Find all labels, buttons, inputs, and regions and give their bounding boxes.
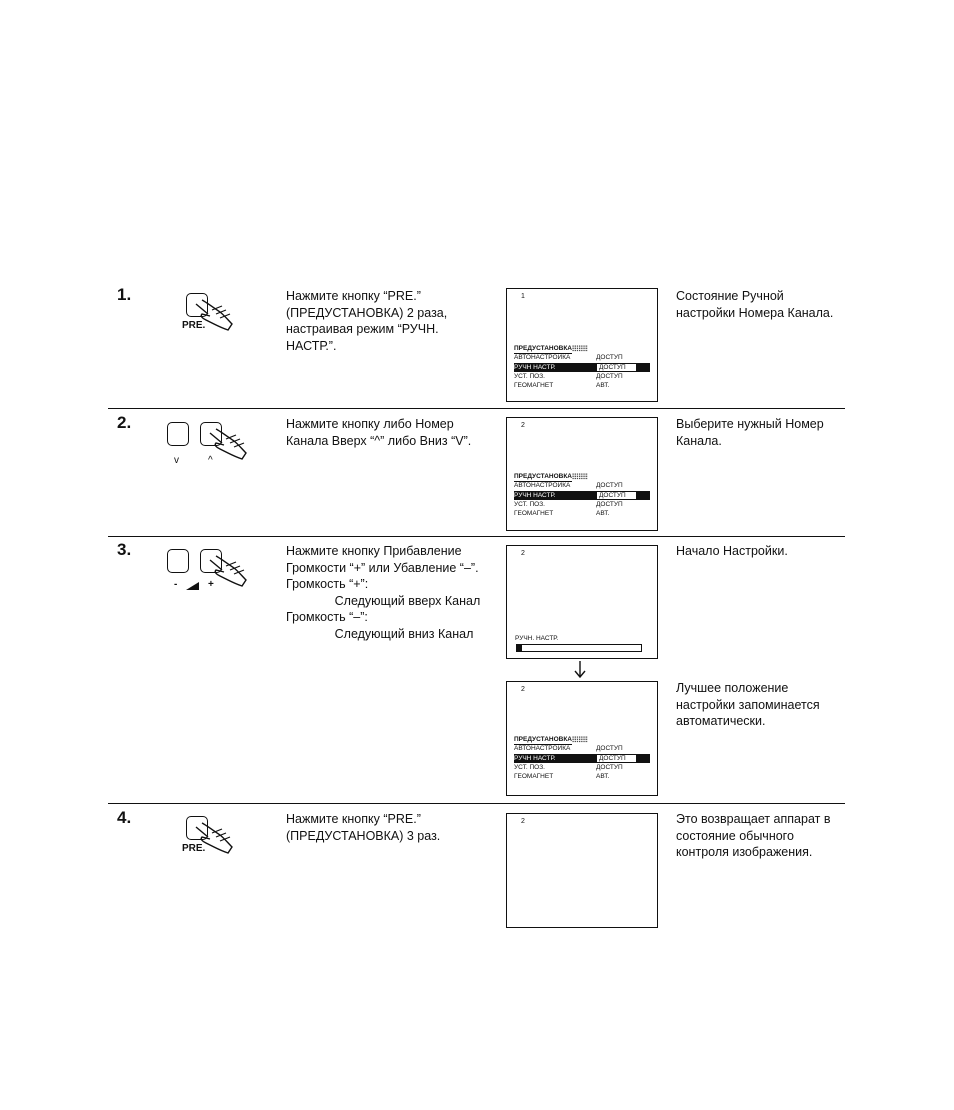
channel-number: 2: [521, 550, 525, 557]
preset-menu: [514, 735, 652, 781]
step-number: 3.: [117, 540, 132, 559]
menu-item-label: ГЕОМАГНЕТ: [514, 510, 554, 518]
menu-item-value: АВТ.: [596, 773, 610, 781]
step-note: Выберите нужный Номер Канала.: [676, 417, 824, 448]
menu-item-label: АВТОНАСТРОЙКА: [514, 354, 571, 362]
menu-item-label: РУЧН НАСТР.: [514, 363, 556, 371]
menu-item-label: УСТ. ПОЗ.: [514, 372, 545, 380]
tv-screen-result: [506, 681, 658, 796]
menu-item-label: РУЧН НАСТР.: [514, 754, 556, 762]
step-number: 2.: [117, 413, 132, 432]
menu-item-value: ДОСТУП: [596, 754, 637, 764]
menu-item-value: АВТ.: [596, 510, 610, 518]
menu-item-label: АВТОНАСТРОЙКА: [514, 482, 571, 490]
tv-screen: [506, 813, 658, 928]
menu-item-label: УСТ. ПОЗ.: [514, 763, 545, 771]
channel-down-label: v: [174, 455, 179, 466]
step-note: Это возвращает аппарат в состояние обычного контроля изображения.: [676, 812, 831, 859]
pre-button-label: PRE.: [182, 843, 206, 854]
step-divider: [108, 803, 845, 804]
tv-screen: [506, 417, 658, 531]
menu-item-label: АВТОНАСТРОЙКА: [514, 745, 571, 753]
tv-screen-tuning: [506, 545, 658, 659]
menu-item-value: ДОСТУП: [596, 363, 637, 373]
volume-down-label: -: [174, 579, 178, 590]
volume-down-button: [167, 549, 189, 573]
preset-menu: [514, 344, 652, 390]
tv-screen: [506, 288, 658, 402]
step-number: 1.: [117, 285, 132, 304]
channel-down-button: [167, 422, 189, 446]
step-divider: [108, 536, 845, 537]
menu-item-value: ДОСТУП: [596, 491, 637, 501]
channel-up-label: ^: [208, 455, 213, 466]
volume-up-label: +: [208, 579, 214, 590]
step-divider: [108, 408, 845, 409]
step-description: Нажмите кнопку “PRE.” (ПРЕДУСТАНОВКА) 3 раз.: [286, 812, 441, 843]
menu-item-value: ДОСТУП: [596, 372, 623, 380]
menu-item-value: ДОСТУП: [596, 482, 623, 490]
menu-item-selected: [514, 491, 646, 500]
preset-menu: [514, 472, 652, 518]
arrow-down-icon: [574, 661, 586, 679]
volume-ramp-icon: [186, 582, 200, 591]
menu-title: ПРЕДУСТАНОВКА: [514, 472, 572, 482]
menu-item-selected: [514, 363, 646, 372]
menu-title: ПРЕДУСТАНОВКА: [514, 735, 572, 745]
menu-item-value: ДОСТУП: [596, 745, 623, 753]
step-note: Начало Настройки.: [676, 544, 788, 558]
step-description: Нажмите кнопку “PRE.” (ПРЕДУСТАНОВКА) 2 раза, настраивая режим “РУЧН. НАСТР.”.: [286, 289, 448, 353]
channel-number: 2: [521, 686, 525, 693]
menu-item-label: ГЕОМАГНЕТ: [514, 382, 554, 390]
pre-button-label: PRE.: [182, 320, 206, 331]
tuning-progress-fill: [517, 645, 522, 651]
channel-number: 2: [521, 818, 525, 825]
menu-title: ПРЕДУСТАНОВКА: [514, 344, 572, 354]
step-note-after: Лучшее положение настройки запоминается автоматически.: [676, 681, 820, 728]
channel-number: 1: [521, 293, 525, 300]
step-note: Состояние Ручной настройки Номера Канала.: [676, 289, 834, 320]
menu-item-label: УСТ. ПОЗ.: [514, 500, 545, 508]
channel-number: 2: [521, 422, 525, 429]
tuning-label: РУЧН. НАСТР.: [515, 635, 559, 642]
menu-item-value: ДОСТУП: [596, 500, 623, 508]
menu-item-value: ДОСТУП: [596, 354, 623, 362]
menu-item-label: РУЧН НАСТР.: [514, 491, 556, 499]
step-number: 4.: [117, 808, 132, 827]
menu-item-value: ДОСТУП: [596, 763, 623, 771]
menu-item-selected: [514, 754, 646, 763]
tuning-progress-bar: [516, 644, 642, 652]
step-description: Нажмите кнопку Прибавление Громкости “+” или Убавление “–”. Громкость “+”: Следующий вверх Канал Громкость “–”: Следующий вниз Канал: [286, 544, 481, 641]
menu-item-label: ГЕОМАГНЕТ: [514, 773, 554, 781]
menu-item-value: АВТ.: [596, 382, 610, 390]
step-description: Нажмите кнопку либо Номер Канала Вверх “^” либо Вниз “V”.: [286, 417, 472, 448]
